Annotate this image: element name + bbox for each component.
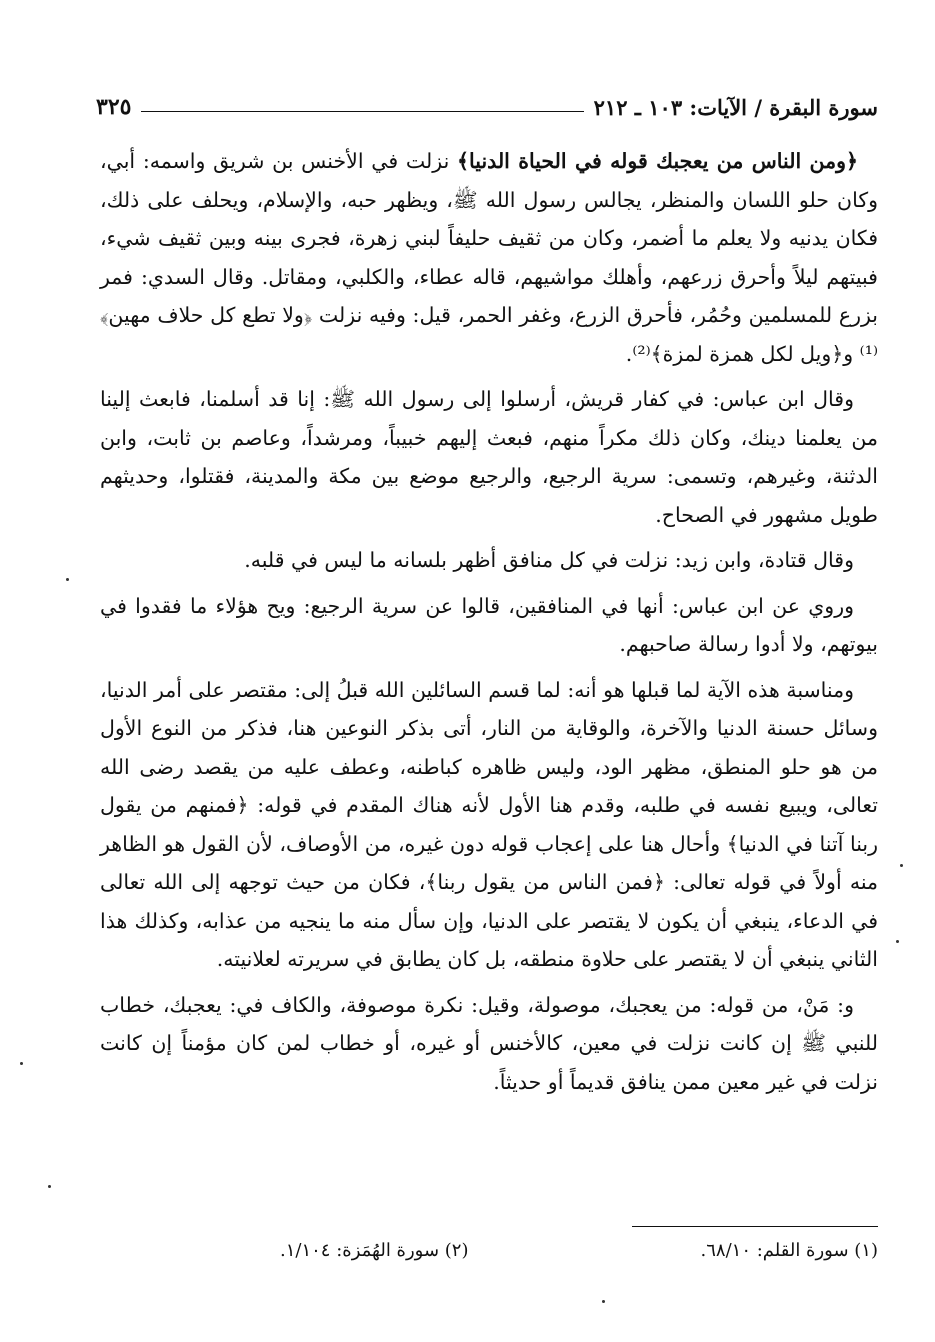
paragraph-3: وقال قتادة، وابن زيد: نزلت في كل منافق أظهر بلسانه ما ليس في قلبه. [244,548,854,572]
running-header [96,86,878,120]
paragraph-1-text: نزلت في الأخنس بن شريق واسمه: أبي، وكان حلو اللسان والمنظر، يجالس رسول الله ﷺ، ويظهر حبه، والإسلام، ويحلف على ذلك، فكان يدنيه ولا يعلم ما أضمر، وكان من ثقيف حليفاً لبني زهرة، فجرى بينه وبين ثقيف شيء، فبيتهم ليلاً وأحرق زرعهم، وأهلك مواشيهم، قاله عطاء، والكلبي، ومقاتل. وقال السدي: فمر بزرع للمسلمين وحُمُر، فأحرق الزرع، وغفر الحمر، قيل: وفيه نزلت ﴿ولا تطع كل حلاف مهين﴾⁽¹⁾ و﴿ويل لكل همزة لمزة﴾⁽²⁾. [100,149,878,366]
header-rule [141,111,583,112]
scan-speck [48,1185,51,1188]
footnotes [280,1234,878,1268]
paragraph-2: وقال ابن عباس: في كفار قريش، أرسلوا إلى رسول الله ﷺ: إنا قد أسلمنا، فابعث إلينا من يعلمنا دينك، وكان ذلك مكراً منهم، فبعث إليهم خبيباً، ومرشداً، وعاصم بن ثابت، وابن الدثنة، وغيرهم، وتسمى: سرية الرجيع، والرجيع موضع بين مكة والمدينة، فقتلوا، وحديثهم طويل مشهور في الصحاح. [100,387,878,527]
body-text [100,142,878,1108]
paragraph-5: ومناسبة هذه الآية لما قبلها هو أنه: لما قسم السائلين الله قبلُ إلى: مقتصر على أمر الدنيا، وسائل حسنة الدنيا والآخرة، والوقاية من النار، أتى بذكر النوعين هنا، فذكر من النوع الأول من هو حلو المنطق، مظهر الود، وليس ظاهره كباطنه، وعطف عليه من يقصد رضى الله تعالى، ويبيع نفسه في طلبه، وقدم هنا الأول لأنه هناك المقدم في قوله: ﴿فمنهم من يقول ربنا آتنا في الدنيا﴾ وأحال هنا على إعجاب قوله دون غيره، من الأوصاف، لأن القول هو الظاهر منه أولاً في قوله تعالى: ﴿فمن الناس من يقول ربنا﴾، فكان من حيث توجهه إلى الله تعالى في الدعاء، ينبغي أن يكون لا يقتصر على الدنيا، وإن سأل منه ما ينجيه من عذابه، وكذلك هذا الثاني ينبغي أن لا يقتصر على حلاوة منطقه، بل كان يطابق في سريرته لعلانيته. [99,677,878,971]
scan-speck [20,1062,23,1065]
scan-speck [900,864,903,867]
scan-speck [602,1300,605,1303]
paragraph-1 [100,142,878,373]
scan-speck [66,578,69,581]
footnote-1: (١) سورة القلم: ٦٨/١٠. [700,1240,878,1261]
page-number: ٣٢٥ [96,94,132,120]
paragraph-4: وروي عن ابن عباس: أنها في المنافقين، قالوا عن سرية الرجيع: ويح هؤلاء ما فقدوا في بيوتهم، ولا أدوا رسالة صاحبهم. [100,593,878,656]
footnote-2: (٢) سورة الهُمَزة: ١/١٠٤. [280,1240,469,1261]
header-title: سورة البقرة / الآيات: ١٠٣ ـ ٢١٢ [593,95,878,120]
scan-speck [896,940,899,943]
footnote-rule [632,1226,878,1227]
verse-quote: ﴿ومن الناس من يعجبك قوله في الحياة الدنيا﴾ [457,149,858,173]
paragraph-6: و: مَنْ، من قوله: من يعجبك، موصولة، وقيل: نكرة موصوفة، والكاف في: يعجبك، خطاب للنبي ﷺ إن كانت نزلت في معين، كالأخنس أو غيره، أو خطاب لمن كان مؤمناً إن كانت نزلت في غير معين ممن ينافق قديماً أو حديثاً. [100,992,878,1094]
